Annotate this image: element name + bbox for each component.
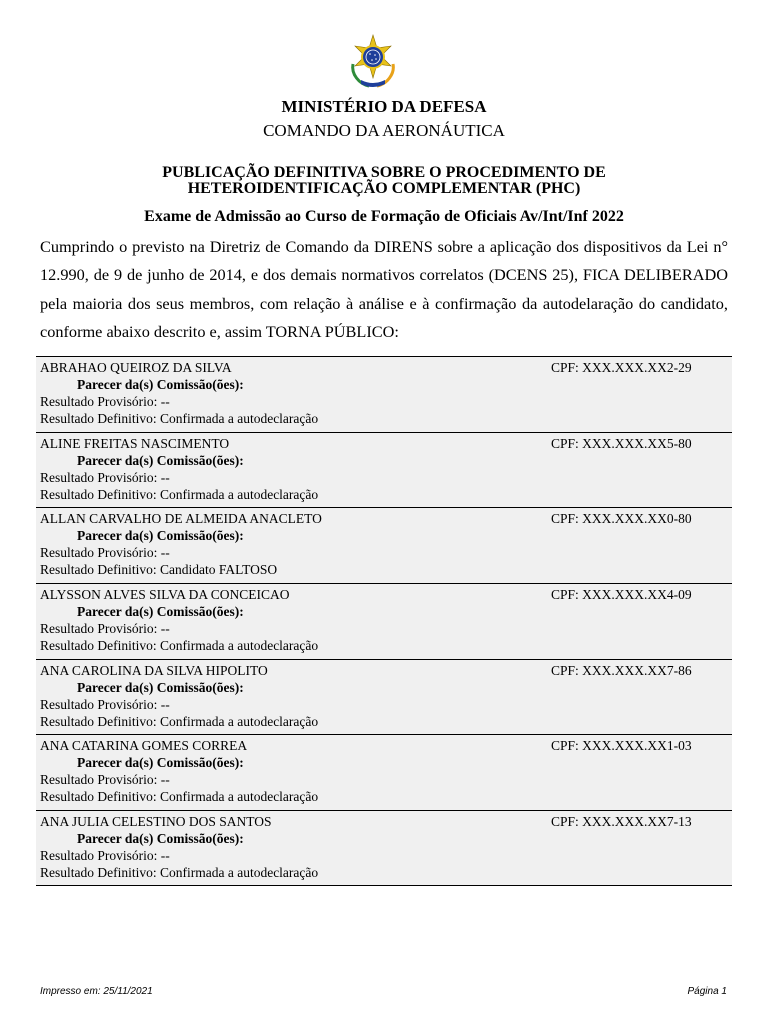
commission-opinion-label: Parecer da(s) Comissão(ões): — [77, 452, 244, 468]
candidate-cpf: CPF: XXX.XXX.XX7-13 — [551, 814, 692, 830]
candidate-name: ALYSSON ALVES SILVA DA CONCEICAO — [40, 587, 290, 603]
candidate-name: ANA CAROLINA DA SILVA HIPOLITO — [40, 662, 268, 678]
provisional-result: Resultado Provisório: -- — [40, 696, 170, 712]
candidate-name: ABRAHAO QUEIROZ DA SILVA — [40, 360, 232, 375]
document-title-line-1: PUBLICAÇÃO DEFINITIVA SOBRE O PROCEDIMENTO DE — [162, 164, 606, 181]
document-title-line-2: HETEROIDENTIFICAÇÃO COMPLEMENTAR (PHC) — [187, 180, 581, 197]
definitive-result: Resultado Definitivo: Confirmada a autodeclaração — [40, 486, 319, 502]
commission-opinion-label: Parecer da(s) Comissão(ões): — [77, 831, 244, 847]
brazil-coat-of-arms-icon — [347, 34, 399, 90]
commission-opinion-label: Parecer da(s) Comissão(ões): — [77, 604, 244, 620]
candidate-row — [36, 432, 732, 508]
commission-opinion-label: Parecer da(s) Comissão(ões): — [77, 377, 244, 392]
document-title — [0, 165, 768, 197]
candidate-cpf: CPF: XXX.XXX.XX2-29 — [551, 360, 692, 375]
candidate-cpf: CPF: XXX.XXX.XX4-09 — [551, 587, 692, 603]
candidate-row — [36, 356, 732, 432]
candidate-cpf: CPF: XXX.XXX.XX1-03 — [551, 738, 692, 754]
candidate-name: ANA JULIA CELESTINO DOS SANTOS — [40, 814, 272, 830]
definitive-result: Resultado Definitivo: Confirmada a autodeclaração — [40, 865, 319, 881]
document-subtitle: Exame de Admissão ao Curso de Formação de Oficiais Av/Int/Inf 2022 — [144, 208, 624, 225]
command-name: COMANDO DA AERONÁUTICA — [263, 121, 505, 140]
definitive-result: Resultado Definitivo: Confirmada a autodeclaração — [40, 713, 319, 729]
definitive-result: Resultado Definitivo: Confirmada a autodeclaração — [40, 789, 319, 805]
intro-paragraph: Cumprindo o previsto na Diretriz de Comando da DIRENS sobre a aplicação dos dispositivos da Lei n° 12.990, de 9 de junho de 2014, e dos demais normativos correlatos (DCENS 25), FICA DELIBERADO pela maioria dos seus membros, com relação à análise e à confirmação da autodelaração do candidato, conforme abaixo descrito e, assim TORNA PÚBLICO: — [40, 237, 728, 341]
definitive-result: Resultado Definitivo: Confirmada a autodeclaração — [40, 638, 319, 654]
candidate-name: ALLAN CARVALHO DE ALMEIDA ANACLETO — [40, 511, 322, 527]
provisional-result: Resultado Provisório: -- — [40, 848, 170, 864]
candidate-cpf: CPF: XXX.XXX.XX5-80 — [551, 435, 692, 451]
provisional-result: Resultado Provisório: -- — [40, 469, 170, 485]
candidate-name: ANA CATARINA GOMES CORREA — [40, 738, 248, 754]
ministry-name: MINISTÉRIO DA DEFESA — [281, 97, 487, 116]
candidate-row — [36, 507, 732, 583]
definitive-result: Resultado Definitivo: Confirmada a autodeclaração — [40, 411, 319, 426]
commission-opinion-label: Parecer da(s) Comissão(ões): — [77, 528, 244, 544]
candidate-cpf: CPF: XXX.XXX.XX0-80 — [551, 511, 692, 527]
candidate-row — [36, 734, 732, 810]
candidate-row — [36, 810, 732, 886]
definitive-result: Resultado Definitivo: Candidato FALTOSO — [40, 562, 278, 578]
provisional-result: Resultado Provisório: -- — [40, 545, 170, 561]
page-number: Página 1 — [687, 986, 727, 997]
provisional-result: Resultado Provisório: -- — [40, 772, 170, 788]
candidate-name: ALINE FREITAS NASCIMENTO — [40, 435, 230, 451]
candidate-cpf: CPF: XXX.XXX.XX7-86 — [551, 662, 692, 678]
candidate-row — [36, 659, 732, 735]
candidate-list — [36, 356, 732, 886]
candidate-row — [36, 583, 732, 659]
printed-date: Impresso em: 25/11/2021 — [40, 986, 153, 997]
commission-opinion-label: Parecer da(s) Comissão(ões): — [77, 755, 244, 771]
commission-opinion-label: Parecer da(s) Comissão(ões): — [77, 679, 244, 695]
provisional-result: Resultado Provisório: -- — [40, 394, 170, 409]
provisional-result: Resultado Provisório: -- — [40, 621, 170, 637]
